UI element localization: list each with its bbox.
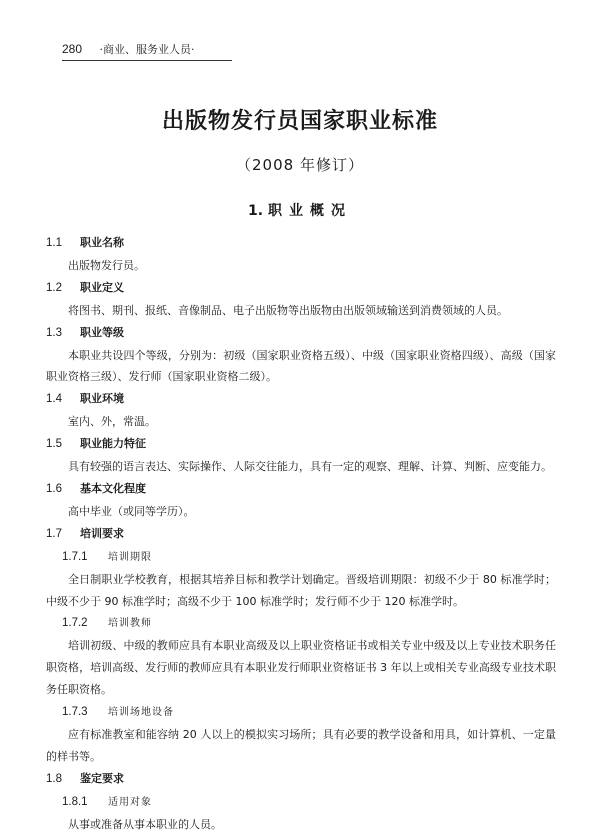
section-number: 1.7.1 xyxy=(62,550,88,563)
section-heading xyxy=(46,523,556,546)
document-subtitle: （2008 年修订） xyxy=(236,156,364,174)
page-number: 280 xyxy=(62,42,83,56)
running-title: ·商业、服务业人员· xyxy=(99,43,195,56)
section-number: 1.7 xyxy=(46,527,62,540)
section-number: 1.8 xyxy=(46,772,62,785)
section-title: 职业名称 xyxy=(80,236,124,249)
section-heading xyxy=(46,478,556,501)
section-number: 1.5 xyxy=(46,438,62,451)
section-heading xyxy=(46,322,556,345)
section-number: 1.6 xyxy=(46,482,62,495)
body-paragraph: 具有较强的语言表达、实际操作、人际交往能力，具有一定的观察、理解、计算、判断、应变能力。 xyxy=(68,460,552,474)
section-title: 培训期限 xyxy=(108,551,152,563)
running-header xyxy=(62,38,232,61)
document-body xyxy=(46,232,556,835)
body-paragraph: 应有标准教室和能容纳 20 人以上的模拟实习场所；具有必要的教学设备和用具，如计算机、一定量的样书等。 xyxy=(46,727,556,763)
body-paragraph: 室内、外，常温。 xyxy=(68,415,156,429)
section-number: 1.4 xyxy=(46,393,62,406)
section-heading xyxy=(46,277,556,300)
section-title: 职业环境 xyxy=(80,392,124,406)
document-title: 出版物发行员国家职业标准 xyxy=(161,108,438,134)
section-heading xyxy=(46,388,556,411)
subsection-heading xyxy=(46,701,556,724)
subsection-heading xyxy=(46,791,556,814)
chapter-number: 1. xyxy=(248,203,264,219)
section-title: 基本文化程度 xyxy=(80,481,146,495)
section-number: 1.1 xyxy=(46,237,62,249)
section-number: 1.7.2 xyxy=(62,617,88,630)
body-paragraph: 高中毕业（或同等学历）。 xyxy=(68,504,195,518)
chapter-title: 职业概况 xyxy=(267,203,352,219)
subsection-heading xyxy=(46,546,556,569)
section-number: 1.2 xyxy=(46,281,62,294)
body-paragraph: 全日制职业学校教育，根据其培养目标和教学计划确定。晋级培训期限：初级不少于 80 标准学时；中级不少于 90 标准学时；高级不少于 100 标准学时；发行师不少于 120 标准学时。 xyxy=(46,572,556,608)
section-title: 职业能力特征 xyxy=(80,437,146,451)
section-title: 鉴定要求 xyxy=(80,771,124,785)
body-paragraph: 培训初级、中级的教师应具有本职业高级及以上职业资格证书或相关专业中级及以上专业技术职务任职资格，培训高级、发行师的教师应具有本职业发行师职业资格证书 3 年以上或相关专业高级专业技术职务任职资格。 xyxy=(46,639,556,697)
body-paragraph: 本职业共设四个等级，分别为：初级（国家职业资格五级）、中级（国家职业资格四级）、高级（国家职业资格三级）、发行师（国家职业资格二级）。 xyxy=(46,348,556,384)
subsection-heading xyxy=(46,612,556,635)
section-heading xyxy=(46,232,556,255)
section-title: 培训要求 xyxy=(80,526,124,540)
section-title: 职业定义 xyxy=(80,280,124,294)
section-number: 1.7.3 xyxy=(62,706,88,719)
section-title: 培训场地设备 xyxy=(108,707,174,719)
section-title: 培训教师 xyxy=(108,618,152,630)
body-paragraph: 从事或准备从事本职业的人员。 xyxy=(68,817,222,831)
section-number: 1.8.1 xyxy=(62,795,88,808)
section-title: 职业等级 xyxy=(80,325,124,339)
section-heading xyxy=(46,768,556,791)
section-number: 1.3 xyxy=(46,326,62,339)
section-heading xyxy=(46,433,556,456)
body-paragraph: 出版物发行员。 xyxy=(68,258,145,272)
body-paragraph: 将图书、期刊、报纸、音像制品、电子出版物等出版物由出版领域输送到消费领域的人员。 xyxy=(68,303,508,317)
chapter-heading xyxy=(0,200,600,220)
section-title: 适用对象 xyxy=(108,796,152,808)
